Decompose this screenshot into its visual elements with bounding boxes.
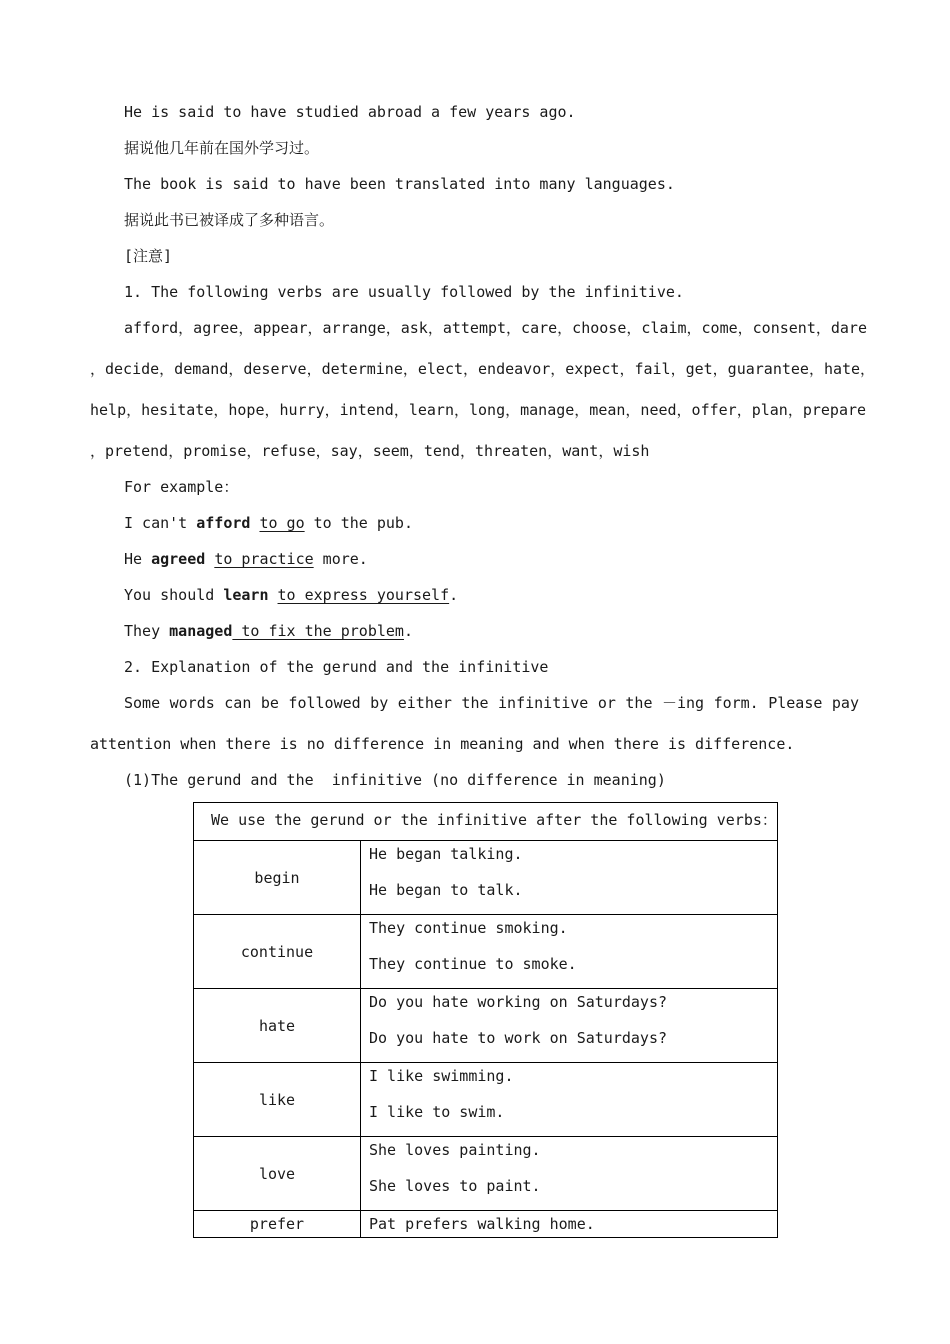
example-sentence: They managed to fix the problem.	[124, 622, 413, 640]
table-row	[194, 841, 778, 915]
example-infinitive: to fix the problem	[232, 622, 404, 640]
verb-cell: continue	[194, 915, 361, 989]
example-cell	[361, 1137, 778, 1211]
table-header: We use the gerund or the infinitive after the following verbs：	[194, 803, 778, 841]
sentence-chinese-1: 据说他几年前在国外学习过。	[124, 139, 320, 157]
section-2-paragraph-line-1: Some words can be followed by either the infinitive or the －ing form. Please pay	[124, 694, 859, 712]
example-cell	[361, 841, 778, 915]
for-example-label: For example：	[124, 478, 239, 496]
gerund-example: He began talking.	[369, 845, 523, 863]
section-1-title: 1. The following verbs are usually followed by the infinitive.	[124, 283, 684, 301]
example-verb: agreed	[151, 550, 206, 568]
verb-cell: hate	[194, 989, 361, 1063]
table-row	[194, 915, 778, 989]
gerund-example: I like swimming.	[369, 1067, 514, 1085]
example-infinitive: to practice	[214, 550, 314, 568]
verb-list-line-1: afford，agree，appear，arrange，ask，attempt，care，choose，claim，come，consent，dare	[124, 319, 867, 337]
example-cell	[361, 915, 778, 989]
table-row	[194, 989, 778, 1063]
sentence-chinese-2: 据说此书已被译成了多种语言。	[124, 211, 335, 229]
infinitive-example: He began to talk.	[369, 881, 523, 899]
example-infinitive: to go	[259, 514, 305, 532]
example-sentence: I can't afford to go to the pub.	[124, 514, 413, 532]
example-cell	[361, 1063, 778, 1137]
verb-cell: prefer	[194, 1211, 361, 1238]
gerund-example: They continue smoking.	[369, 919, 568, 937]
verb-list-line-2: ，decide，demand，deserve，determine，elect，endeavor，expect，fail，get，guarantee，hate，	[90, 360, 876, 378]
infinitive-example: She loves to paint.	[369, 1177, 541, 1195]
example-cell	[361, 989, 778, 1063]
verb-list-line-3: help，hesitate，hope，hurry，intend，learn，long，manage，mean，need，offer，plan，prepare	[90, 401, 867, 419]
verb-cell: begin	[194, 841, 361, 915]
section-2-paragraph-line-2: attention when there is no difference in meaning and when there is difference.	[90, 735, 795, 753]
verb-cell: like	[194, 1063, 361, 1137]
verb-cell: love	[194, 1137, 361, 1211]
infinitive-example: I like to swim.	[369, 1103, 505, 1121]
infinitive-example: They continue to smoke.	[369, 955, 577, 973]
table-row	[194, 1211, 778, 1238]
infinitive-example: Do you hate to work on Saturdays?	[369, 1029, 668, 1047]
gerund-infinitive-table	[193, 802, 778, 1238]
table-row	[194, 1137, 778, 1211]
section-2-title: 2. Explanation of the gerund and the infinitive	[124, 658, 549, 676]
gerund-example: Do you hate working on Saturdays?	[369, 993, 668, 1011]
note-heading: [注意]	[124, 247, 173, 265]
example-verb: managed	[169, 622, 233, 640]
sentence-english-1: He is said to have studied abroad a few years ago.	[124, 103, 576, 121]
example-verb: learn	[223, 586, 269, 604]
sentence-english-2: The book is said to have been translated into many languages.	[124, 175, 675, 193]
example-verb: afford	[196, 514, 251, 532]
example-sentence: He agreed to practice more.	[124, 550, 368, 568]
example-cell: Pat prefers walking home.	[361, 1211, 778, 1238]
verb-list-line-4: ，pretend，promise，refuse，say，seem，tend，threaten，want，wish	[90, 442, 650, 460]
gerund-example: She loves painting.	[369, 1141, 541, 1159]
example-infinitive: to express yourself	[277, 586, 450, 604]
subsection-title: (1)The gerund and the infinitive (no difference in meaning)	[124, 771, 666, 789]
table-row	[194, 1063, 778, 1137]
example-sentence: You should learn to express yourself.	[124, 586, 459, 604]
